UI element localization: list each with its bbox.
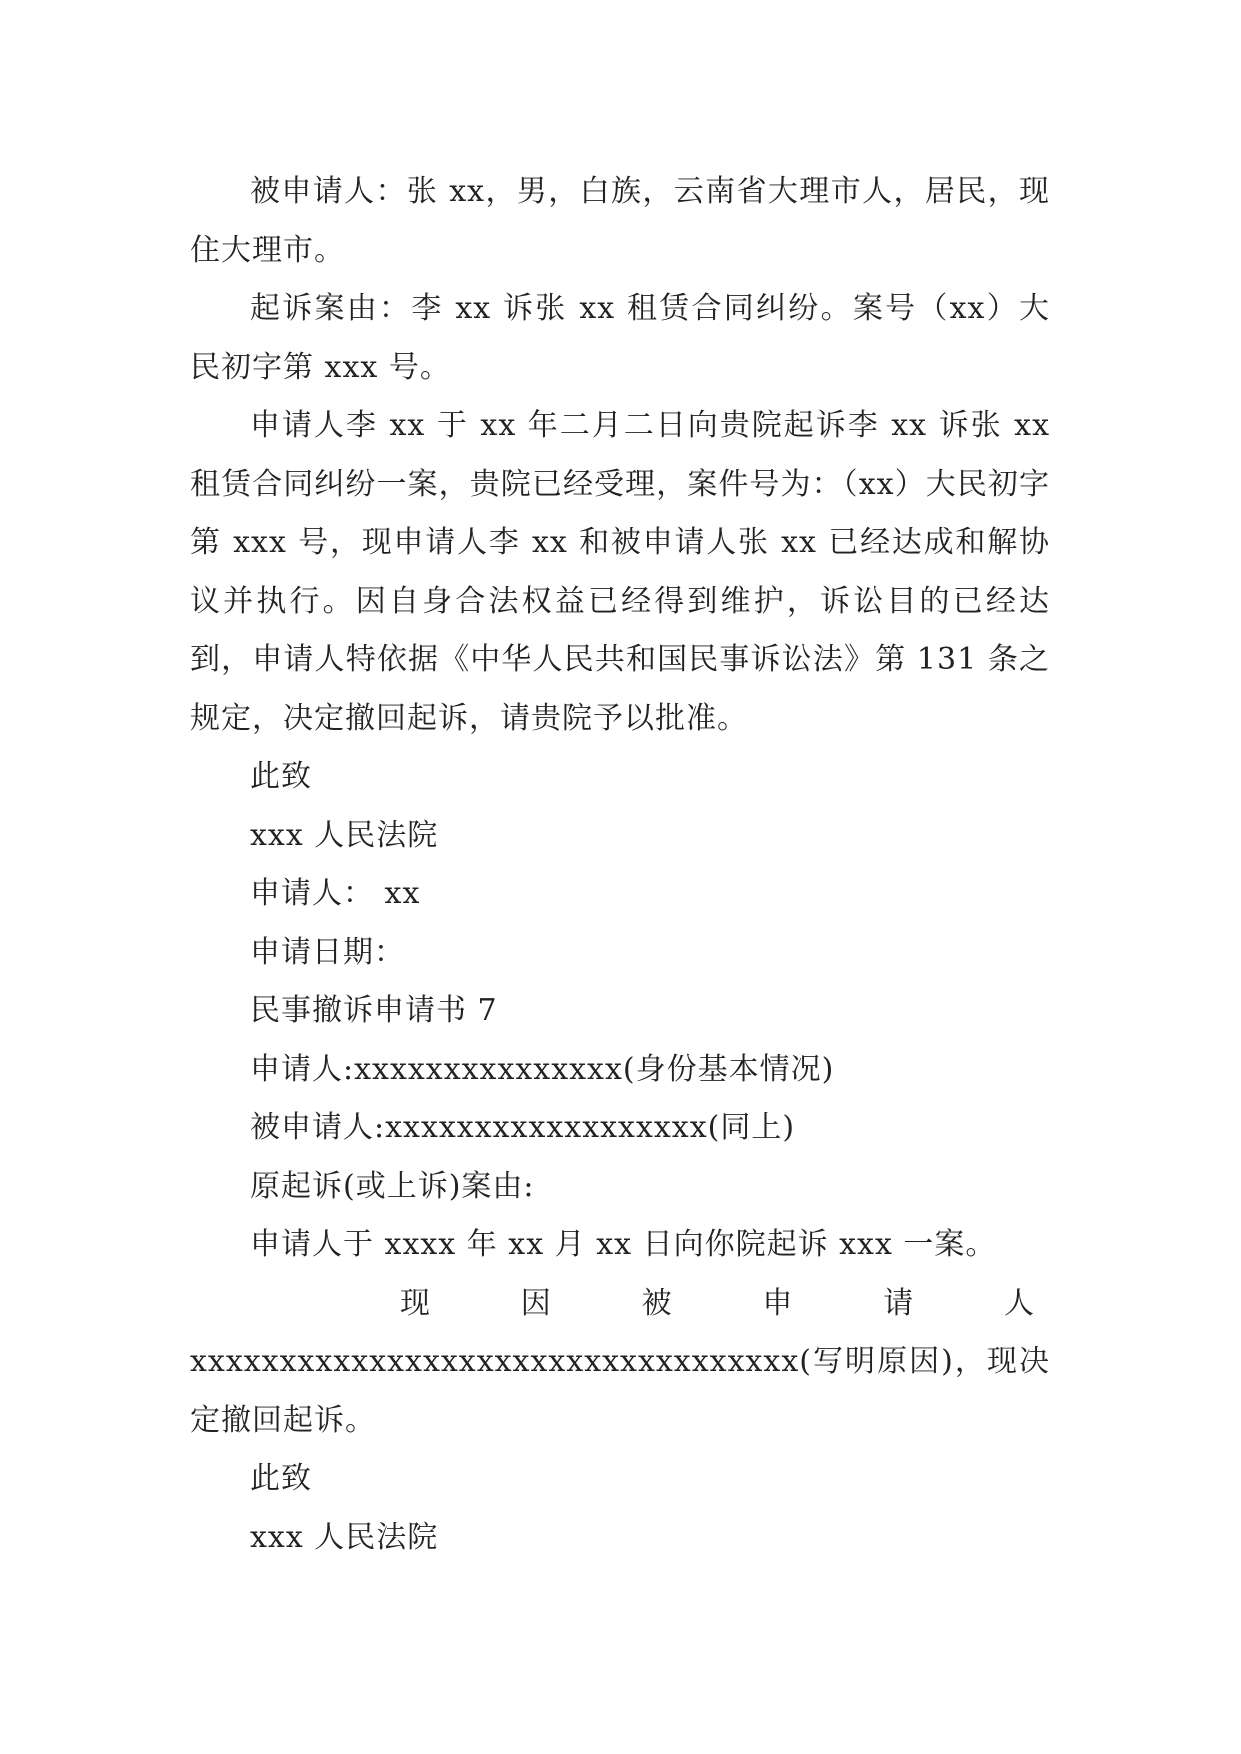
- reason-word: 因: [520, 1285, 552, 1321]
- filing-statement: 申请人于 xxxx 年 xx 月 xx 日向你院起诉 xxx 一案。: [250, 1227, 997, 1262]
- main-body-paragraph: 申请人李 xx 于 xx 年二月二日向贵院起诉李 xx 诉张 xx 租赁合同纠纷一案，贵院已经受理，案件号为：（xx）大民初字第 xxx 号，现申请人李 xx 和被申请人张 xx 已经达成和解协议并执行。因自身合法权益已经得到维护，诉讼目的已经达到，申请人特依据《中华人民共和国民事诉讼法》第 131 条之规定，决定撤回起诉，请贵院予以批准。: [190, 408, 1050, 736]
- reason-continuation: xxxxxxxxxxxxxxxxxxxxxxxxxxxxxxxxxx(写明原因)，现决定撤回起诉。: [190, 1344, 1050, 1438]
- original-cause-field: 原起诉(或上诉)案由:: [250, 1168, 535, 1204]
- court-name: xxx 人民法院: [250, 817, 439, 853]
- reason-spread-line: [190, 1275, 1050, 1334]
- reason-word: 现: [400, 1285, 431, 1321]
- document-body: [190, 163, 1050, 1567]
- court-name-second: xxx 人民法院: [250, 1519, 439, 1555]
- applicant-signature: 申请人： xx: [250, 876, 421, 911]
- section-title: 民事撤诉申请书 7: [250, 993, 498, 1028]
- salutation-second: 此致: [250, 1461, 312, 1496]
- salutation: 此致: [250, 759, 312, 794]
- reason-word: 请: [883, 1285, 915, 1321]
- reason-word: 被: [641, 1285, 673, 1321]
- case-cause-paragraph: 起诉案由：李 xx 诉张 xx 租赁合同纠纷。案号（xx）大民初字第 xxx 号。: [190, 291, 1050, 385]
- reason-word: 申: [762, 1285, 794, 1321]
- respondent-field: 被申请人:xxxxxxxxxxxxxxxxxx(同上): [250, 1110, 796, 1145]
- applicant-field: 申请人:xxxxxxxxxxxxxxx(身份基本情况): [250, 1051, 835, 1087]
- respondent-paragraph: 被申请人：张 xx，男，白族，云南省大理市人，居民，现住大理市。: [190, 174, 1050, 268]
- reason-paragraph: [190, 1275, 1050, 1451]
- reason-word: 人: [1003, 1285, 1035, 1321]
- application-date: 申请日期：: [250, 934, 405, 970]
